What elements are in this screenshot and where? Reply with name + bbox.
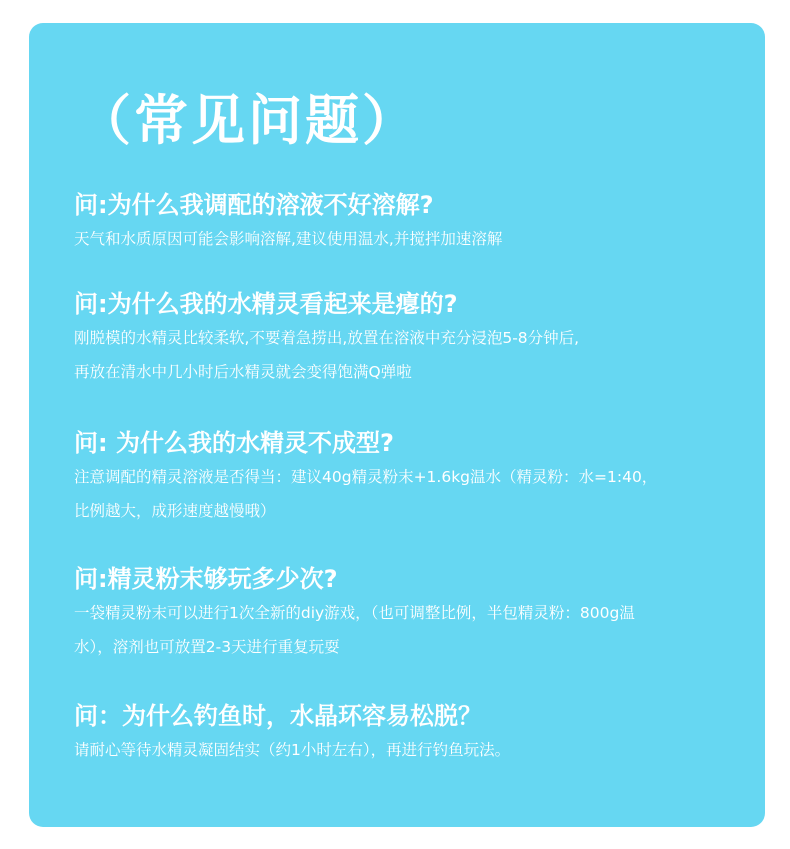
faq-answer	[74, 222, 754, 256]
faq-answer	[74, 733, 754, 767]
page-title: （常见问题）	[77, 89, 419, 152]
faq-item	[74, 564, 754, 664]
faq-answer-line: 一袋精灵粉末可以进行1次全新的diy游戏，（也可调整比例，半包精灵粉：800g温	[74, 604, 635, 622]
faq-answer-line: 天气和水质原因可能会影响溶解,建议使用温水,并搅拌加速溶解	[74, 230, 503, 248]
faq-question: 问：为什么钓鱼时，水晶环容易松脱？	[74, 702, 482, 730]
faq-answer-line: 比例越大，成形速度越慢哦）	[74, 502, 276, 520]
faq-item	[74, 289, 754, 389]
faq-card	[29, 23, 765, 827]
faq-question: 问: 为什么我的水精灵不成型?	[74, 429, 394, 457]
faq-question: 问:为什么我调配的溶液不好溶解?	[74, 191, 434, 219]
faq-answer-line: 水），溶剂也可放置2-3天进行重复玩耍	[74, 638, 340, 656]
faq-answer-line: 注意调配的精灵溶液是否得当：建议40g精灵粉末+1.6kg温水（精灵粉：水=1:40，	[74, 468, 658, 486]
faq-item	[74, 701, 754, 767]
faq-answer-line: 再放在清水中几小时后水精灵就会变得饱满Q弹啦	[74, 363, 412, 381]
faq-question: 问:为什么我的水精灵看起来是瘪的?	[74, 290, 458, 318]
faq-answer-line: 刚脱模的水精灵比较柔软,不要着急捞出,放置在溶液中充分浸泡5-8分钟后,	[74, 329, 580, 347]
faq-answer-line: 请耐心等待水精灵凝固结实（约1小时左右），再进行钓鱼玩法。	[74, 741, 511, 759]
faq-item	[74, 428, 754, 528]
faq-answer	[74, 596, 754, 664]
faq-answer	[74, 321, 754, 389]
faq-question: 问:精灵粉末够玩多少次?	[74, 565, 338, 593]
faq-answer	[74, 460, 754, 528]
faq-item	[74, 190, 754, 256]
